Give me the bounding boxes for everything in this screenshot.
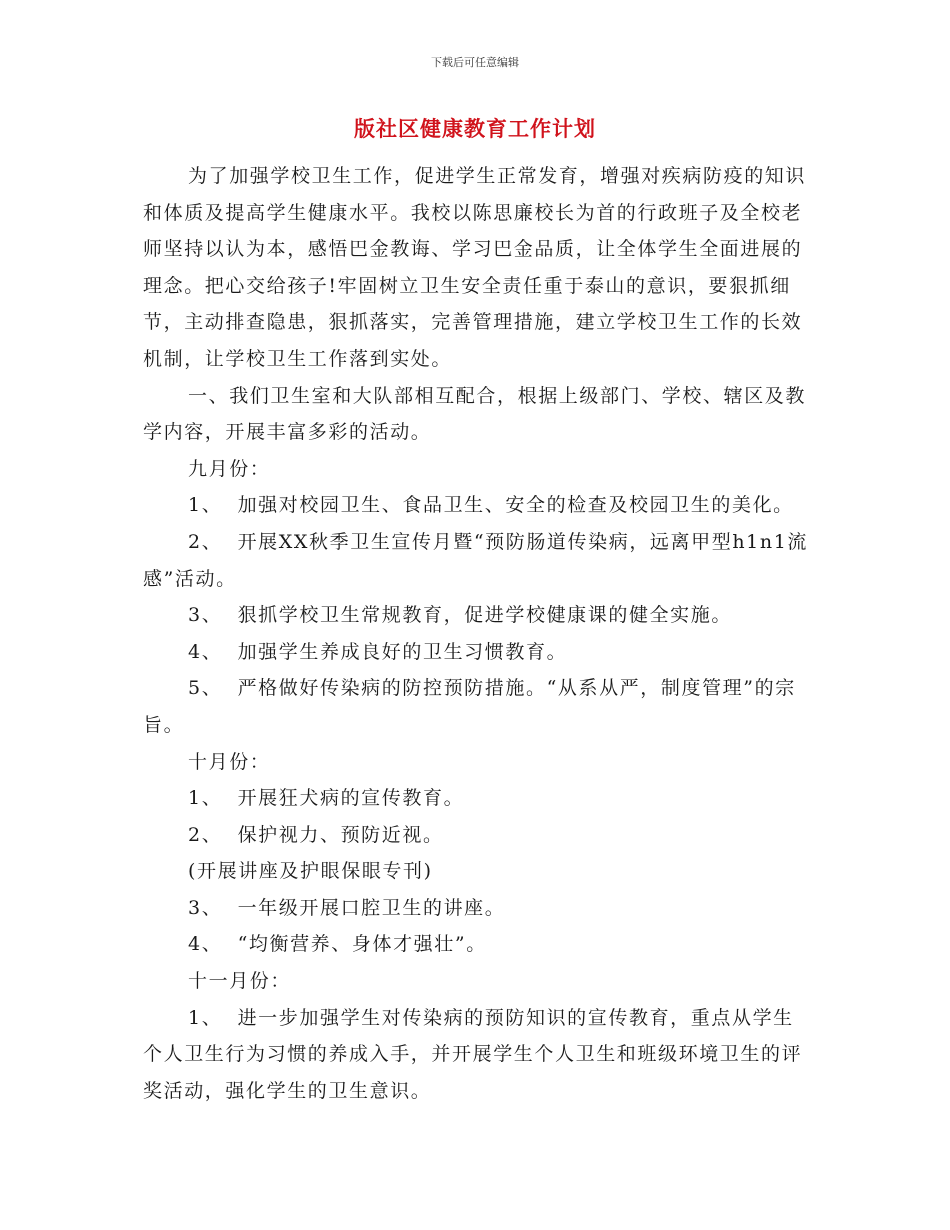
list-item: 3、 狠抓学校卫生常规教育，促进学校健康课的健全实施。: [188, 604, 732, 627]
list-item-note: (开展讲座及护眼保眼专刊): [188, 860, 433, 883]
list-item: 2、 保护视力、预防近视。: [188, 823, 444, 846]
section-one-paragraph: 一、我们卫生室和大队部相互配合，根据上级部门、学校、辖区及教学内容，开展丰富多彩的活动。: [143, 384, 807, 444]
list-item: 4、 加强学生养成良好的卫生习惯教育。: [188, 640, 568, 663]
list-item: 5、 严格做好传染病的防控预防措施。“从系从严，制度管理”的宗旨。: [143, 677, 796, 736]
month-heading-october: 十月份：: [188, 750, 271, 773]
list-item: 2、 开展XX秋季卫生宣传月暨“预防肠道传染病，远离甲型h1n1流感”活动。: [143, 530, 808, 590]
intro-paragraph: 为了加强学校卫生工作，促进学生正常发育，增强对疾病防疫的知识和体质及提高学生健康水平。我校以陈思廉校长为首的行政班子及全校老师坚持以认为本，感悟巴金教诲、学习巴金品质，让全体学生全面进展的理念。把心交给孩子!牢固树立卫生安全责任重于泰山的意识，要狠抓细节，主动排查隐患，狠抓落实，完善管理措施，建立学校卫生工作的长效机制，让学校卫生工作落到实处。: [143, 165, 807, 370]
list-item: 3、 一年级开展口腔卫生的讲座。: [188, 896, 506, 919]
document-body: [143, 158, 813, 1109]
page-header-note: 下载后可任意编辑: [431, 56, 519, 69]
list-item: 4、 “均衡营养、身体才强壮”。: [188, 933, 487, 956]
month-heading-november: 十一月份：: [188, 970, 292, 993]
document-title: 版社区健康教育工作计划: [354, 117, 596, 141]
month-heading-september: 九月份：: [188, 457, 271, 480]
list-item: 1、 进一步加强学生对传染病的预防知识的宣传教育，重点从学生个人卫生行为习惯的养成入手，并开展学生个人卫生和班级环境卫生的评奖活动，强化学生的卫生意识。: [143, 1006, 803, 1102]
list-item: 1、 加强对校园卫生、食品卫生、安全的检查及校园卫生的美化。: [188, 494, 794, 517]
list-item: 1、 开展狂犬病的宣传教育。: [188, 787, 465, 810]
